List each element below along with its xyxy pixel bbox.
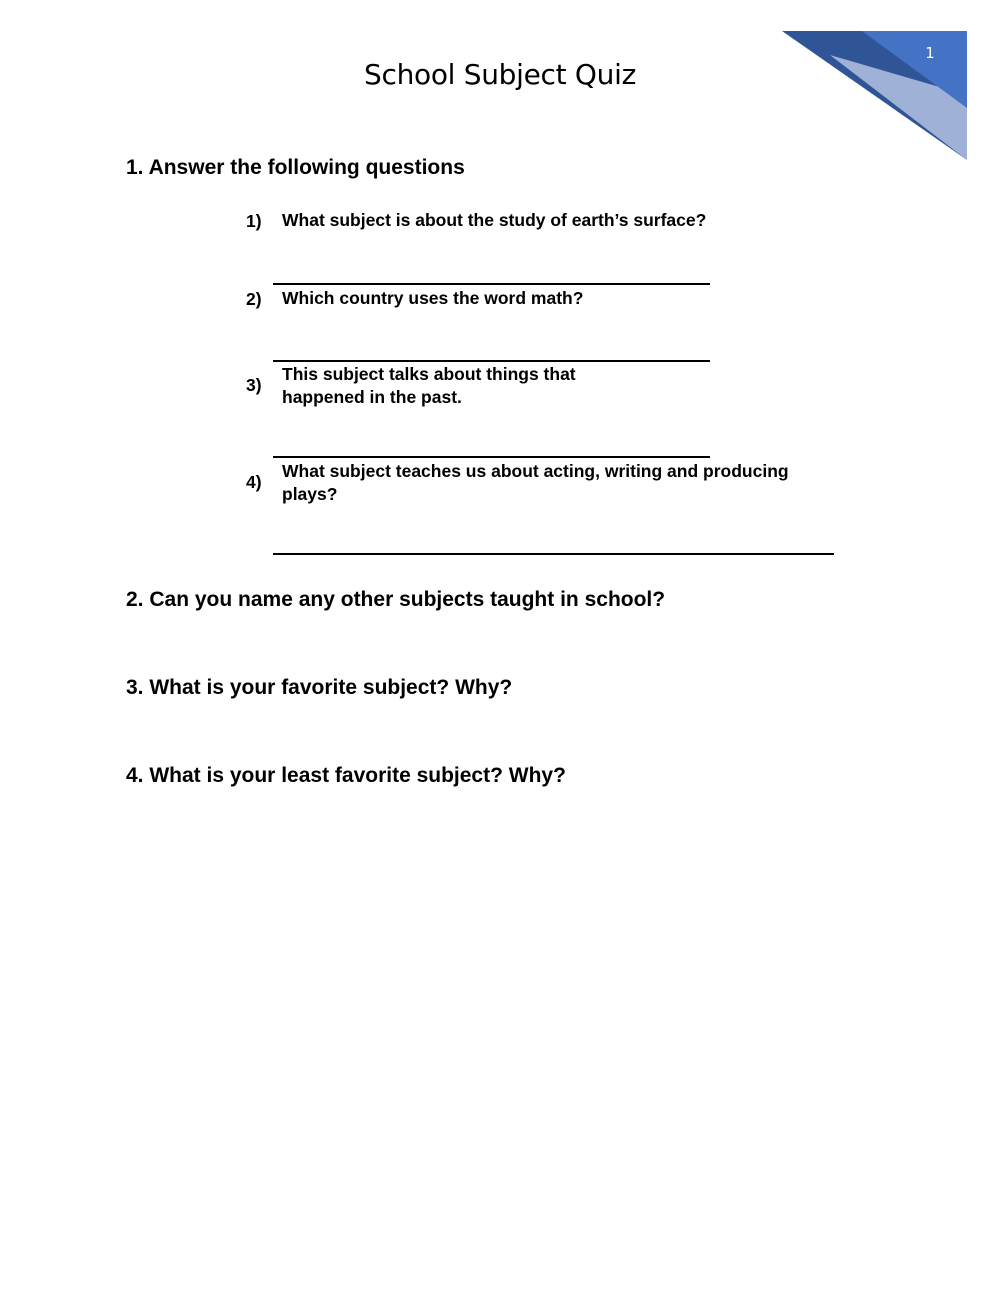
answer-line-4[interactable] bbox=[273, 553, 834, 555]
question-number: 3) bbox=[246, 375, 262, 395]
answer-line-1[interactable] bbox=[273, 283, 710, 285]
answer-line-3[interactable] bbox=[273, 456, 710, 458]
section-heading-3: 3. What is your favorite subject? Why? bbox=[126, 676, 513, 699]
answer-line-2[interactable] bbox=[273, 360, 710, 362]
question-text-line: What subject teaches us about acting, writing and producing bbox=[282, 461, 789, 481]
page-number: 1 bbox=[925, 44, 935, 62]
question-text bbox=[282, 460, 789, 506]
section-heading-1: 1. Answer the following questions bbox=[126, 156, 465, 179]
page-title: School Subject Quiz bbox=[364, 58, 636, 91]
question-number: 1) bbox=[246, 211, 262, 231]
section-heading-2: 2. Can you name any other subjects taught in school? bbox=[126, 588, 666, 611]
question-text-line: This subject talks about things that bbox=[282, 364, 576, 384]
question-text bbox=[282, 363, 576, 409]
question-text: Which country uses the word math? bbox=[282, 288, 584, 308]
question-number: 2) bbox=[246, 289, 262, 309]
question-text-line: plays? bbox=[282, 484, 338, 504]
question-text-line: happened in the past. bbox=[282, 387, 462, 407]
question-number: 4) bbox=[246, 472, 262, 492]
section-heading-4: 4. What is your least favorite subject? Why? bbox=[126, 764, 566, 787]
question-text: What subject is about the study of earth’s surface? bbox=[282, 210, 707, 230]
